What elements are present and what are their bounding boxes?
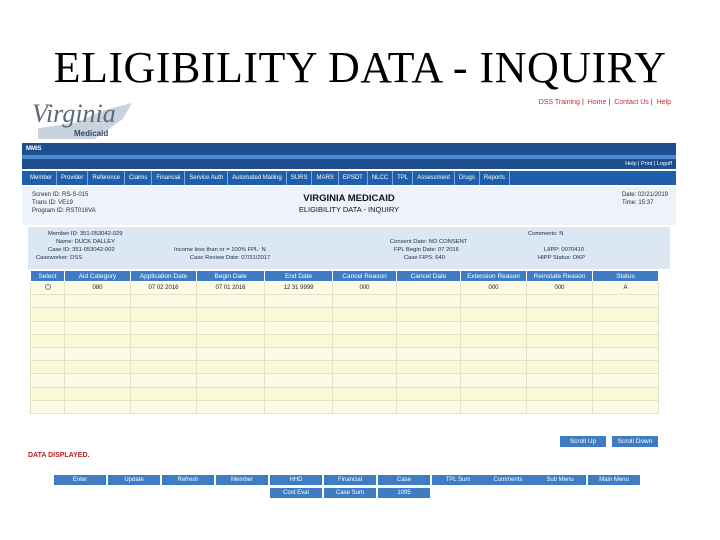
table-cell [131,295,197,308]
table-cell [31,387,65,400]
nav-claims[interactable]: Claims [125,171,152,185]
table-cell [65,321,131,334]
table-cell [527,295,593,308]
table-cell [131,334,197,347]
table-cell [31,295,65,308]
col-select: Select [31,271,65,282]
table-cell [265,295,333,308]
table-row[interactable] [31,295,659,308]
col-cancel-reason: Cancel Reason [333,271,397,282]
radio-button[interactable] [45,284,51,290]
case-sum-button[interactable]: Case Sum [324,488,376,498]
comments-flag: Comments: N [528,231,564,237]
table-cell [527,400,593,413]
comments-button[interactable]: Comments [482,475,534,485]
nav-reports[interactable]: Reports [480,171,510,185]
scroll-up-button[interactable]: Scroll Up [560,436,606,447]
program-id: Program ID: RST016VA [32,208,96,214]
eligibility-table [30,270,658,414]
nav-member[interactable]: Member [26,171,57,185]
logo-name: Virginia [32,99,116,128]
nav-nlcc[interactable]: NLCC [368,171,393,185]
screen-title: VIRGINIA MEDICAID [303,193,395,204]
case-button[interactable]: Case [378,475,430,485]
table-cell [197,295,265,308]
table-cell [333,374,397,387]
cell-cancel-reason: 000 [333,282,397,295]
table-row[interactable] [31,334,659,347]
table-cell [333,361,397,374]
table-cell [197,347,265,360]
table-cell [593,387,659,400]
table-cell [397,295,461,308]
table-row[interactable] [31,361,659,374]
cell-cancel-date [397,282,461,295]
table-cell [333,400,397,413]
table-cell [31,400,65,413]
table-cell [265,347,333,360]
main-menu-button[interactable]: Main Menu [588,475,640,485]
table-cell [527,308,593,321]
table-cell [397,361,461,374]
nav-assessment[interactable]: Assessment [413,171,455,185]
nav-automated-mailing[interactable]: Automated Mailing [228,171,287,185]
table-cell [461,334,527,347]
table-cell [65,361,131,374]
table-row[interactable] [31,282,659,295]
table-cell [65,374,131,387]
nav-mars[interactable]: MARS [312,171,338,185]
table-cell [593,334,659,347]
table-cell [527,361,593,374]
hipp-status: HIPP Status: OKP [538,255,585,261]
table-cell [593,361,659,374]
financial-button[interactable]: Financial [324,475,376,485]
nav-epsdt[interactable]: EPSDT [339,171,368,185]
current-date: Date: 02/21/2019 [621,192,668,198]
lipp: LIIPP: 0070410 [544,247,584,253]
utility-links[interactable]: Help | Print | Logoff [22,159,676,169]
table-cell [593,347,659,360]
table-cell [31,361,65,374]
table-cell [31,334,65,347]
table-cell [265,361,333,374]
table-cell [397,374,461,387]
table-cell [265,387,333,400]
table-cell [65,334,131,347]
link-home[interactable]: Home [587,99,607,106]
member-name: Name: DUCK DALLEY [56,239,115,245]
nav-provider[interactable]: Provider [57,171,88,185]
table-row[interactable] [31,308,659,321]
table-cell [265,308,333,321]
nav-reference[interactable]: Reference [88,171,125,185]
nav-service-auth[interactable]: Service Auth [185,171,228,185]
status-message: DATA DISPLAYED. [28,452,90,459]
table-cell [461,347,527,360]
table-cell [65,400,131,413]
table-cell [397,347,461,360]
nav-financial[interactable]: Financial [152,171,185,185]
table-row[interactable] [31,347,659,360]
screen-header [22,187,676,225]
table-cell [333,295,397,308]
table-cell [31,321,65,334]
case-id: Case ID: 351-053042-002 [48,247,115,253]
table-cell [461,308,527,321]
consent-date: Consent Date: NO CONSENT [390,239,468,245]
member-button[interactable]: Member [216,475,268,485]
table-cell [461,400,527,413]
nav-tpl[interactable]: TPL [393,171,413,185]
mmis-bar: MMIS [22,143,676,155]
cell-status: A [593,282,659,295]
nav-drugs[interactable]: Drugs [455,171,480,185]
table-cell [197,387,265,400]
screen-subtitle: ELIGIBILITY DATA - INQUIRY [298,205,400,214]
col-extension-reason: Extension Reason [461,271,527,282]
cell-application-date: 07 02 2016 [131,282,197,295]
refresh-button[interactable]: Refresh [162,475,214,485]
table-cell [65,295,131,308]
table-cell [131,308,197,321]
virginia-medicaid-logo [24,99,132,143]
table-cell [593,374,659,387]
member-id: Member ID: 351-053042-029 [48,231,123,237]
table-cell [65,308,131,321]
table-cell [265,334,333,347]
table-row[interactable] [31,400,659,413]
table-cell [65,387,131,400]
table-cell [461,321,527,334]
cell-extension-reason: 000 [461,282,527,295]
table-row[interactable] [31,321,659,334]
table-cell [397,334,461,347]
table-cell [461,295,527,308]
logo-sub: Medicaid [74,129,109,138]
table-cell [333,347,397,360]
col-end-date: End Date [265,271,333,282]
slide-title: ELIGIBILITY DATA - INQUIRY [53,43,667,92]
top-links: DSS Training | Home | Contact Us | Help [538,99,671,106]
cell-begin-date: 07 01 2016 [197,282,265,295]
empty-rows [31,295,659,414]
table-cell [131,361,197,374]
table-row[interactable] [31,374,659,387]
col-reinstate-reason: Reinstate Reason [527,271,593,282]
cell-end-date: 12 31 9999 [265,282,333,295]
table-cell [65,347,131,360]
main-nav [22,171,676,185]
table-cell [397,387,461,400]
table-cell [593,400,659,413]
table-cell [197,400,265,413]
link-contact-us[interactable]: Contact Us [614,99,649,106]
table-cell [197,321,265,334]
table-cell [527,387,593,400]
table-cell [197,361,265,374]
table-cell [461,361,527,374]
hhd-button[interactable]: HHD [270,475,322,485]
tpl-sum-button[interactable]: TPL Sum [432,475,484,485]
col-status: Status [593,271,659,282]
table-cell [527,347,593,360]
table-cell [131,387,197,400]
scroll-down-button[interactable]: Scroll Down [612,436,658,447]
case-fips: Case FIPS: 640 [404,255,445,261]
table-cell [397,321,461,334]
table-cell [461,374,527,387]
table-cell [527,334,593,347]
table-cell [131,321,197,334]
nav-surs[interactable]: SURS [287,171,313,185]
table-cell [31,374,65,387]
income-fpl: Income less than or = 100% FPL: N [174,247,266,253]
table-cell [461,387,527,400]
table-cell [265,400,333,413]
col-begin-date: Begin Date [197,271,265,282]
link-help[interactable]: Help [656,99,671,106]
col-aid-category: Aid Category [65,271,131,282]
table-cell [31,308,65,321]
cell-aid-category: 080 [65,282,131,295]
cost-eval-button[interactable]: Cost Eval [270,488,322,498]
table-cell [131,347,197,360]
table-header-row [31,271,659,282]
table-cell [333,321,397,334]
link-dss-training[interactable]: DSS Training [538,99,580,106]
cell-reinstate-reason: 000 [527,282,593,295]
fpl-begin-date: FPL Begin Date: 07 2016 [394,247,459,253]
enter-button[interactable]: Enter [54,475,106,485]
table-cell [333,334,397,347]
table-row[interactable] [31,387,659,400]
table-cell [31,347,65,360]
case-review-date: Case Review Date: 07/31/2017 [190,255,271,261]
table-cell [265,374,333,387]
table-cell [527,321,593,334]
update-button[interactable]: Update [108,475,160,485]
screenshot-panel [22,97,676,505]
table-cell [333,387,397,400]
trans-id: Trans ID: VE19 [32,200,73,206]
col-cancel-date: Cancel Date [397,271,461,282]
table-cell [593,295,659,308]
table-cell [397,400,461,413]
table-cell [131,400,197,413]
member-info-panel [28,227,670,269]
table-cell [397,308,461,321]
sub-menu-button[interactable]: Sub Menu [534,475,586,485]
table-cell [527,374,593,387]
1095-button[interactable]: 1095 [378,488,430,498]
date-time [622,191,668,207]
caseworker: Caseworker: DSS [36,255,83,261]
table-cell [593,321,659,334]
col-application-date: Application Date [131,271,197,282]
table-cell [131,374,197,387]
screen-id: Screen ID: RS-S-015 [32,192,89,198]
table-cell [197,308,265,321]
row-select-cell[interactable] [31,282,65,295]
current-time: Time: 15:37 [621,200,654,206]
table-cell [265,321,333,334]
table-cell [197,374,265,387]
table-cell [593,308,659,321]
table-cell [333,308,397,321]
table-cell [197,334,265,347]
